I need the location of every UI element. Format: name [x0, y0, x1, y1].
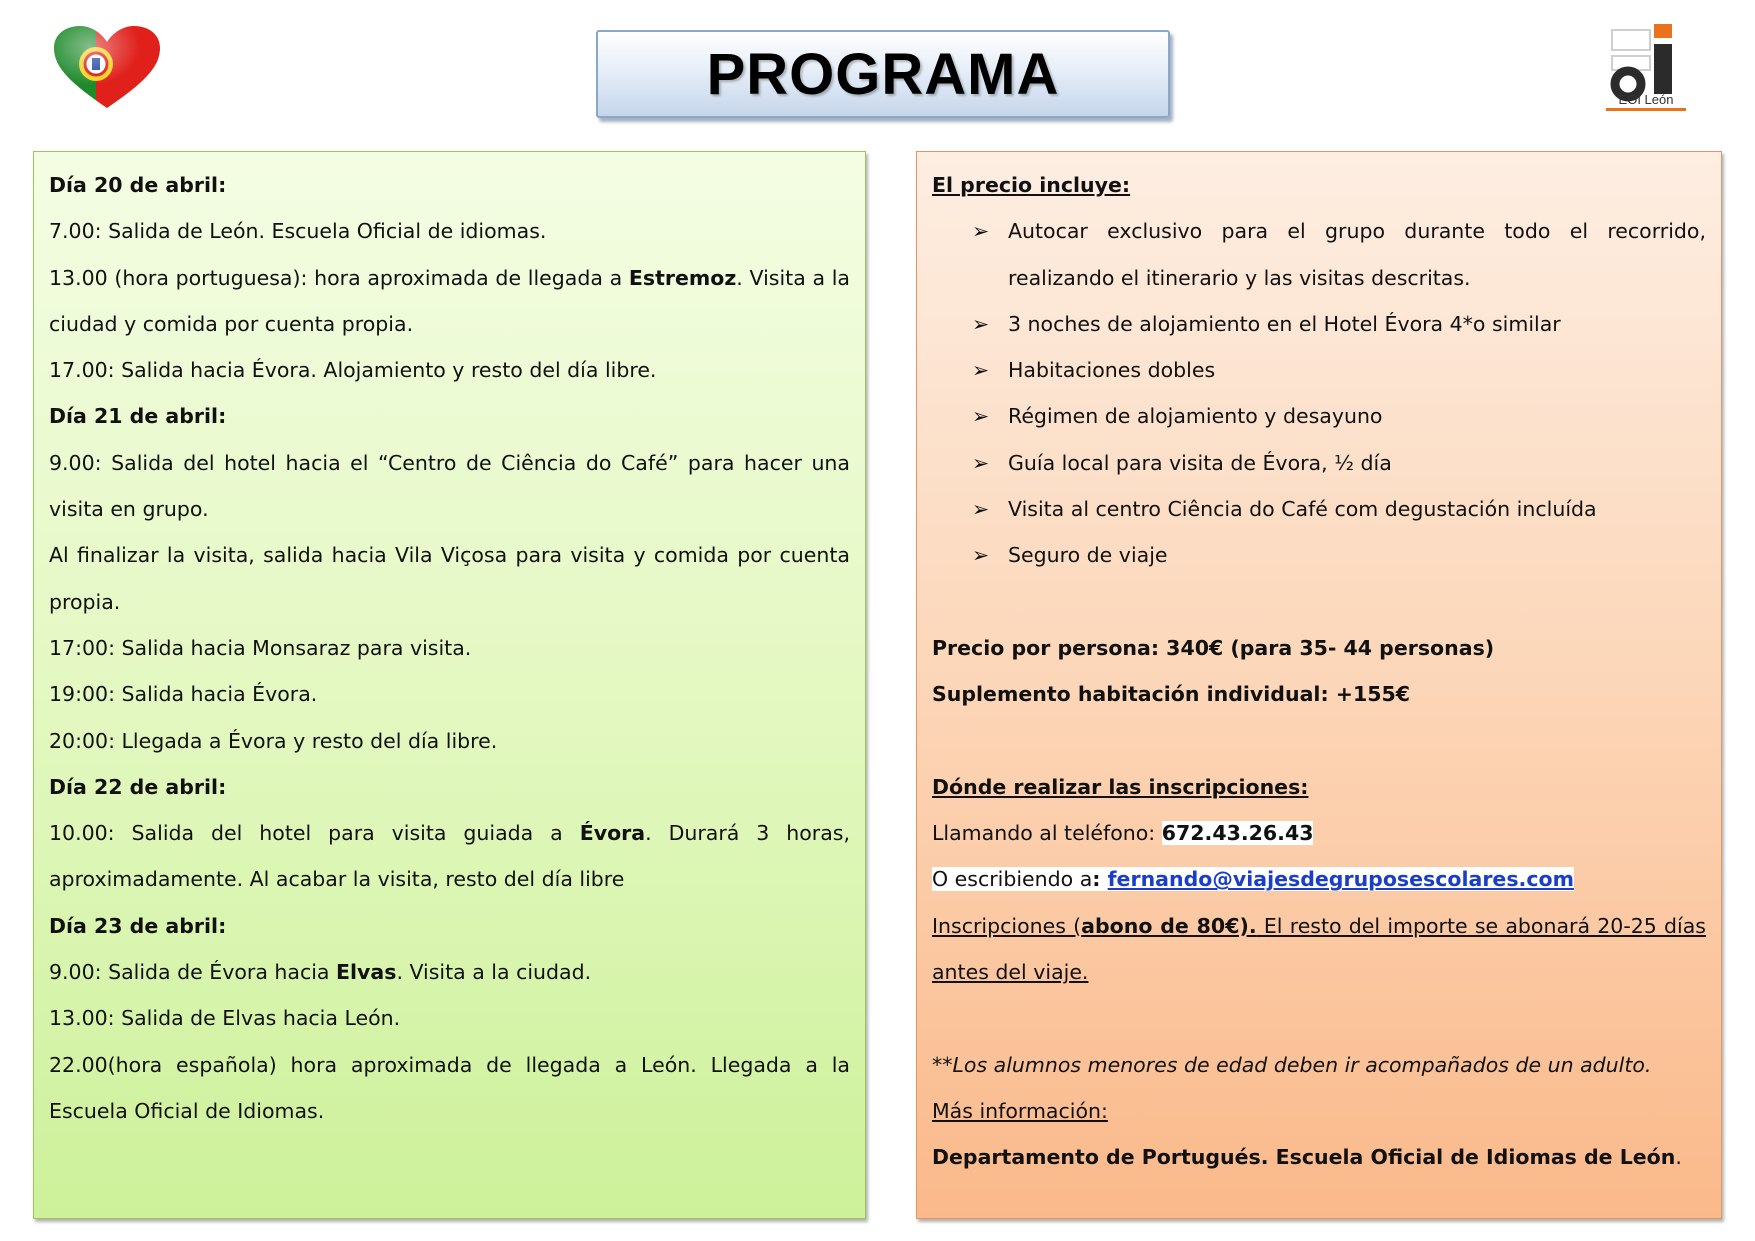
itinerary-line: 17.00: Salida hacia Évora. Alojamiento y resto del día libre.: [49, 358, 657, 383]
list-item: [932, 486, 1706, 532]
list-item: [932, 347, 1706, 393]
includes-heading: El precio incluye:: [932, 173, 1131, 197]
list-item: [932, 208, 1706, 301]
list-item-text: Visita al centro Ciência do Café com degustación incluída: [1008, 497, 1597, 522]
deposit-text: Inscripciones (: [932, 913, 1082, 938]
signup-heading: Dónde realizar las inscripciones:: [932, 774, 1309, 799]
email-label: O escribiendo a: [932, 867, 1093, 892]
phone-label: Llamando al teléfono:: [932, 821, 1162, 846]
day-heading: Día 21 de abril:: [49, 404, 227, 429]
itinerary-text: 13.00 (hora portuguesa): hora aproximada de llegada a: [49, 265, 629, 290]
list-item-text: Habitaciones dobles: [1008, 358, 1216, 383]
more-info-heading: Más información:: [932, 1098, 1108, 1123]
day-heading: Día 23 de abril:: [49, 913, 227, 938]
arrow-bullet-icon: ➢: [972, 358, 990, 383]
supplement-value: : +155€: [1320, 682, 1411, 707]
deposit-text: El resto del importe se abonará 20-25 días antes del viaje.: [932, 913, 1706, 985]
info-panel: [916, 151, 1722, 1219]
list-item: [932, 532, 1706, 578]
list-item-text: Guía local para visita de Évora, ½ día: [1008, 450, 1392, 475]
itinerary-line: 9.00: Salida del hotel hacia el “Centro de Ciência do Café” para hacer una visita en grupo.: [49, 450, 850, 522]
supplement-label: Suplemento habitación individual: [932, 682, 1321, 707]
spacer: [932, 718, 1706, 764]
department-name: Departamento de Portugués. Escuela Oficial de Idiomas de León: [932, 1145, 1676, 1170]
list-item-text: Régimen de alojamiento y desayuno: [1008, 404, 1383, 429]
minors-note: **Los alumnos menores de edad deben ir acompañados de un adulto.: [932, 1052, 1652, 1077]
page-title: PROGRAMA: [706, 41, 1060, 107]
arrow-bullet-icon: ➢: [972, 219, 990, 244]
itinerary-text: . Visita a la ciudad.: [396, 960, 592, 985]
deposit-amount: abono de 80€).: [1081, 913, 1257, 938]
price-per-person: Precio por persona: 340€ (para 35- 44 personas): [932, 635, 1495, 660]
itinerary-line: Al finalizar la visita, salida hacia Vila Viçosa para visita y comida por cuenta propia.: [49, 543, 850, 614]
spacer: [932, 995, 1706, 1041]
title-banner: [596, 30, 1170, 118]
place-name: Évora: [579, 821, 646, 846]
itinerary-line: [49, 949, 850, 995]
arrow-bullet-icon: ➢: [972, 311, 990, 336]
arrow-bullet-icon: ➢: [972, 404, 990, 429]
day-heading: Día 22 de abril:: [49, 774, 227, 799]
itinerary-line: [49, 810, 850, 903]
portugal-flag-heart-logo: [52, 26, 162, 110]
itinerary-text: . Durará 3 horas, aproximadamente. Al acabar la visita, resto del día libre: [49, 821, 850, 892]
deposit-line: [932, 903, 1706, 996]
day-heading: Día 20 de abril:: [49, 173, 227, 197]
itinerary-text: 10.00: Salida del hotel para visita guiada a: [49, 821, 580, 846]
supplement-line: [932, 671, 1706, 717]
phone-number[interactable]: 672.43.26.43: [1161, 821, 1314, 846]
includes-list: [932, 208, 1706, 578]
itinerary-line: 7.00: Salida de León. Escuela Oficial de idiomas.: [49, 219, 547, 244]
list-item-text: Seguro de viaje: [1008, 543, 1168, 568]
email-link[interactable]: fernando@viajesdegruposescolares.com: [1107, 867, 1574, 892]
eoi-logo-caption: EOI León: [1618, 92, 1674, 107]
list-item: [932, 440, 1706, 486]
eoi-logo-underline: [1606, 108, 1686, 111]
arrow-bullet-icon: ➢: [972, 543, 990, 568]
itinerary-line: 13.00: Salida de Elvas hacia León.: [49, 1006, 401, 1031]
list-item-text: 3 noches de alojamiento en el Hotel Évora 4*o similar: [1008, 311, 1561, 336]
arrow-bullet-icon: ➢: [972, 497, 990, 522]
email-line: [932, 856, 1706, 902]
itinerary-text: 9.00: Salida de Évora hacia: [49, 960, 336, 985]
spacer: [932, 579, 1706, 625]
itinerary-line: 17:00: Salida hacia Monsaraz para visita.: [49, 635, 472, 660]
place-name: Elvas: [336, 960, 397, 985]
list-item: [932, 301, 1706, 347]
itinerary-panel: [33, 151, 866, 1219]
arrow-bullet-icon: ➢: [972, 450, 990, 475]
phone-line: [932, 810, 1706, 856]
itinerary-line: [49, 255, 850, 348]
department-line: [932, 1134, 1706, 1180]
itinerary-line: 20:00: Llegada a Évora y resto del día libre.: [49, 728, 498, 753]
itinerary-line: 19:00: Salida hacia Évora.: [49, 682, 318, 707]
list-item-text: Autocar exclusivo para el grupo durante todo el recorrido, realizando el itinerario y las visitas descritas.: [1008, 219, 1706, 290]
place-name: Estremoz: [628, 265, 737, 290]
email-colon: :: [1092, 867, 1108, 892]
itinerary-line: 22.00(hora española) hora aproximada de llegada a León. Llegada a la Escuela Oficial de Idiomas.: [49, 1052, 850, 1123]
itinerary-text: . Visita a la ciudad y comida por cuenta propia.: [49, 265, 850, 336]
list-item: [932, 393, 1706, 439]
department-end: .: [1675, 1145, 1682, 1170]
